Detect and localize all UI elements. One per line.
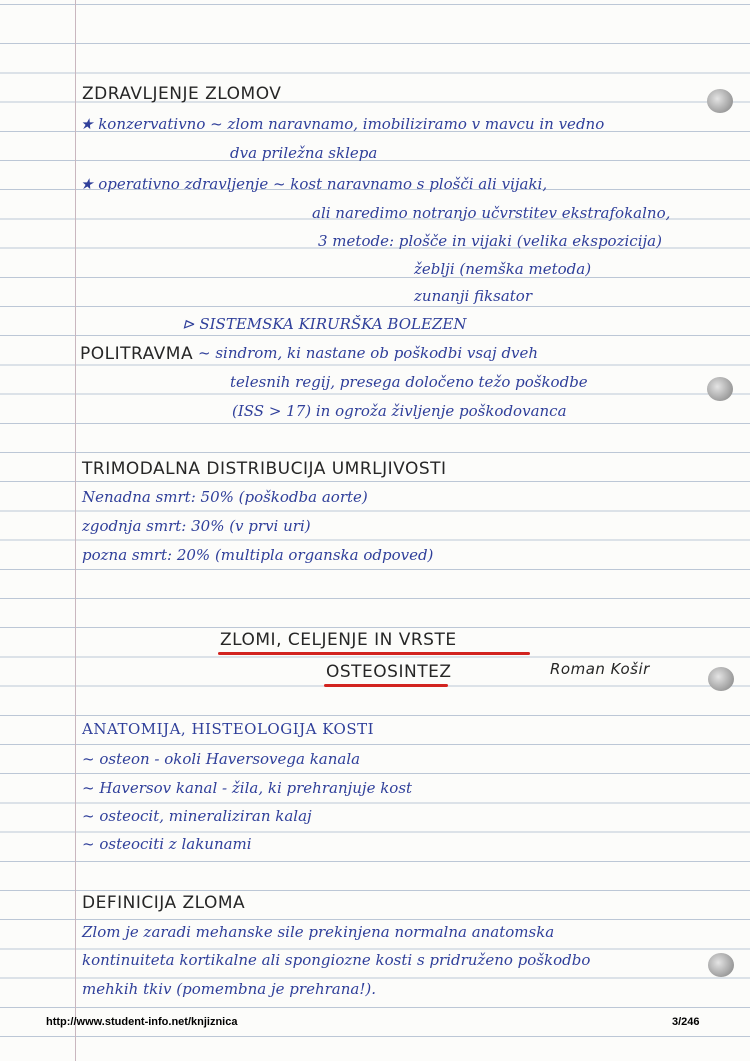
definicija-line-1: Zlom je zaradi mehanske sile prekinjena normalna anatomska xyxy=(82,923,555,941)
politravma-label: POLITRAVMA xyxy=(80,344,194,364)
operativno-line-2: ali naredimo notranjo učvrstitev ekstrafokalno, xyxy=(312,204,671,222)
heading-definicija: DEFINICIJA ZLOMA xyxy=(82,893,246,913)
heading-anatomija: ANATOMIJA, HISTEOLOGIJA KOSTI xyxy=(82,720,375,738)
anatomija-line-2: ~ Haversov kanal - žila, ki prehranjuje kost xyxy=(82,779,413,797)
metode-line-3: zunanji fiksator xyxy=(414,287,533,305)
anatomija-line-3: ~ osteocit, mineraliziran kalaj xyxy=(82,807,312,825)
sistemska-bolezen-note: ⊳ SISTEMSKA KIRURŠKA BOLEZEN xyxy=(182,315,467,333)
heading-zdravljenje-zlomov: ZDRAVLJENJE ZLOMOV xyxy=(82,84,282,104)
definicija-line-3: mehkih tkiv (pomembna je prehrana!). xyxy=(82,980,376,998)
punch-hole xyxy=(707,89,733,113)
margin-line xyxy=(75,0,76,1061)
metode-line-2: žeblji (nemška metoda) xyxy=(414,260,592,278)
footer-url[interactable]: http://www.student-info.net/knjiznica xyxy=(46,1016,238,1028)
chapter-title-line-1: ZLOMI, CELJENJE IN VRSTE xyxy=(220,630,457,650)
punch-hole xyxy=(708,667,734,691)
smrt-pozna: pozna smrt: 20% (multipla organska odpoved) xyxy=(82,546,434,564)
anatomija-line-4: ~ osteociti z lakunami xyxy=(82,835,252,853)
punch-hole xyxy=(708,953,734,977)
operativno-line-1: ★ operativno zdravljenje ~ kost naravnamo s plošči ali vijaki, xyxy=(80,175,548,193)
konzervativno-line-2: dva priležna sklepa xyxy=(230,144,378,162)
smrt-nenadna: Nenadna smrt: 50% (poškodba aorte) xyxy=(82,488,368,506)
definicija-line-2: kontinuiteta kortikalne ali spongiozne kosti s pridruženo poškodbo xyxy=(82,951,591,969)
punch-hole xyxy=(707,377,733,401)
politravma-line-2: telesnih regij, presega določeno težo poškodbe xyxy=(230,373,588,391)
smrt-zgodnja: zgodnja smrt: 30% (v prvi uri) xyxy=(82,517,311,535)
politravma-line-1: ~ sindrom, ki nastane ob poškodbi vsaj dveh xyxy=(198,344,539,362)
politravma-line-3: (ISS > 17) in ogroža življenje poškodovanca xyxy=(232,402,567,420)
metode-line-1: 3 metode: plošče in vijaki (velika ekspozicija) xyxy=(318,232,662,250)
page-number: 3/246 xyxy=(672,1016,700,1028)
konzervativno-line-1: ★ konzervativno ~ zlom naravnamo, imobiliziramo v mavcu in vedno xyxy=(80,115,605,133)
author-signature: Roman Košir xyxy=(550,660,650,678)
heading-trimodalna: TRIMODALNA DISTRIBUCIJA UMRLJIVOSTI xyxy=(82,459,447,479)
anatomija-line-1: ~ osteon - okoli Haversovega kanala xyxy=(82,750,361,768)
chapter-title-line-2: OSTEOSINTEZ xyxy=(326,662,452,682)
title-underline-1 xyxy=(218,652,530,655)
title-underline-2 xyxy=(324,684,448,687)
